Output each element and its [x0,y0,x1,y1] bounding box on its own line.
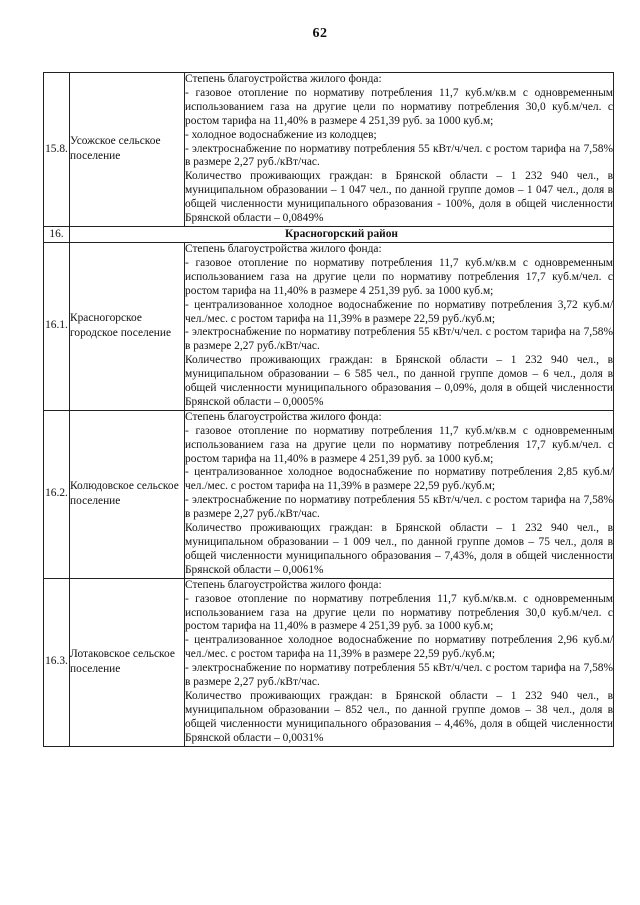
description-line: - централизованное холодное водоснабжение по нормативу потребления 2,85 куб.м/чел./мес. с ростом тарифа на 11,39% в размере 22,59 руб./куб.м; [185,466,613,493]
description-line: Степень благоустройства жилого фонда: [185,73,382,85]
description-line: - газовое отопление по нормативу потребления 11,7 куб.м/кв.м с одновременным использованием газа на другие цели по нормативу потребления 17,7 куб.м/чел. с ростом тарифа на 11,40% в размере 4 251,39 руб. за 1000 куб.м; [185,256,613,297]
description-line: - электроснабжение по нормативу потребления 55 кВт/ч/чел. с ростом тарифа на 7,58% в размере 2,27 руб./кВт/час. [185,142,613,169]
tariff-table [43,72,614,747]
description-line: Количество проживающих граждан: в Брянской области – 1 232 940 чел., в муниципальном образовании – 852 чел., по данной группе домов – 38 чел., доля в общей численности муниципального образования – 4,46%, доля в общей численности Брянской области – 0,0031% [185,689,613,744]
description-line: Количество проживающих граждан: в Брянской области – 1 232 940 чел., в муниципальном образовании – 1 009 чел., по данной группе домов – 75 чел., доля в общей численности муниципального образования – 7,43%, доля в общей численности Брянской области – 0,0061% [185,522,613,576]
settlement-name: Усожское сельское поселение [70,73,185,227]
description-line: Степень благоустройства жилого фонда: [185,410,382,423]
row-number: 16.1. [44,242,70,410]
table-row [44,578,614,746]
district-name: Красногорский район [70,226,614,242]
row-description [185,73,614,227]
description-line: - электроснабжение по нормативу потребления 55 кВт/ч/чел. с ростом тарифа на 7,58% в размере 2,27 руб./кВт/час. [185,326,613,353]
description-line: Количество проживающих граждан: в Брянской области – 1 232 940 чел., в муниципальном образовании – 6 585 чел., по данной группе домов – 6 чел., доля в общей численности муниципального образования – 0,09%, доля в общей численности Брянской области – 0,0005% [185,354,613,408]
description-line: - централизованное холодное водоснабжение по нормативу потребления 2,96 куб.м/чел./мес. с ростом тарифа на 11,39% в размере 22,59 руб./куб.м; [185,634,613,661]
settlement-name: Красногорское городское поселение [70,242,185,410]
description-line: - электроснабжение по нормативу потребления 55 кВт/ч/чел. с ростом тарифа на 7,58% в размере 2,27 руб./кВт/час. [185,494,613,521]
description-line: Количество проживающих граждан: в Брянской области – 1 232 940 чел., в муниципальном образовании – 1 047 чел., по данной группе домов – 1 047 чел., доля в общей численности муниципального образования - 100%, доля в общей численности Брянской области – 0,0849% [185,170,613,225]
row-number: 16.3. [44,578,70,746]
page-number: 62 [312,26,328,41]
description-line: - электроснабжение по нормативу потребления 55 кВт/ч/чел. с ростом тарифа на 7,58% в размере 2,27 руб./кВт/час. [185,662,613,689]
description-line: - газовое отопление по нормативу потребления 11,7 куб.м/кв.м с одновременным использованием газа на другие цели по нормативу потребления 17,7 куб.м/чел. с ростом тарифа на 11,40% в размере 4 251,39 руб. за 1000 куб.м; [185,424,613,465]
settlement-name: Лотаковское сельское поселение [70,578,185,746]
description-line: - холодное водоснабжение из колодцев; [185,128,377,141]
row-number: 16. [44,226,70,242]
description-line: Степень благоустройства жилого фонда: [185,242,382,255]
row-description [185,578,614,746]
row-description [185,410,614,578]
settlement-name: Колюдовское сельское поселение [70,410,185,578]
row-description [185,242,614,410]
table-row [44,73,614,227]
table-row [44,242,614,410]
description-line: - централизованное холодное водоснабжение по нормативу потребления 3,72 куб.м/чел./мес. с ростом тарифа на 11,39% в размере 22,59 руб./куб.м; [185,298,613,325]
description-line: - газовое отопление по нормативу потребления 11,7 куб.м/кв.м с одновременным использованием газа на другие цели по нормативу потребления 30,0 куб.м/чел. с ростом тарифа на 11,40% в размере 4 251,39 руб. за 1000 куб.м; [185,86,613,127]
row-number: 16.2. [44,410,70,578]
description-line: - газовое отопление по нормативу потребления 11,7 куб.м/кв.м. с одновременным использованием газа на другие цели по нормативу потребления 30,0 куб.м/чел. с ростом тарифа на 11,40% в размере 4 251,39 руб. за 1000 куб.м; [185,592,613,633]
district-row [44,226,614,242]
description-line: Степень благоустройства жилого фонда: [185,578,382,591]
row-number: 15.8. [44,73,70,227]
table-row [44,410,614,578]
